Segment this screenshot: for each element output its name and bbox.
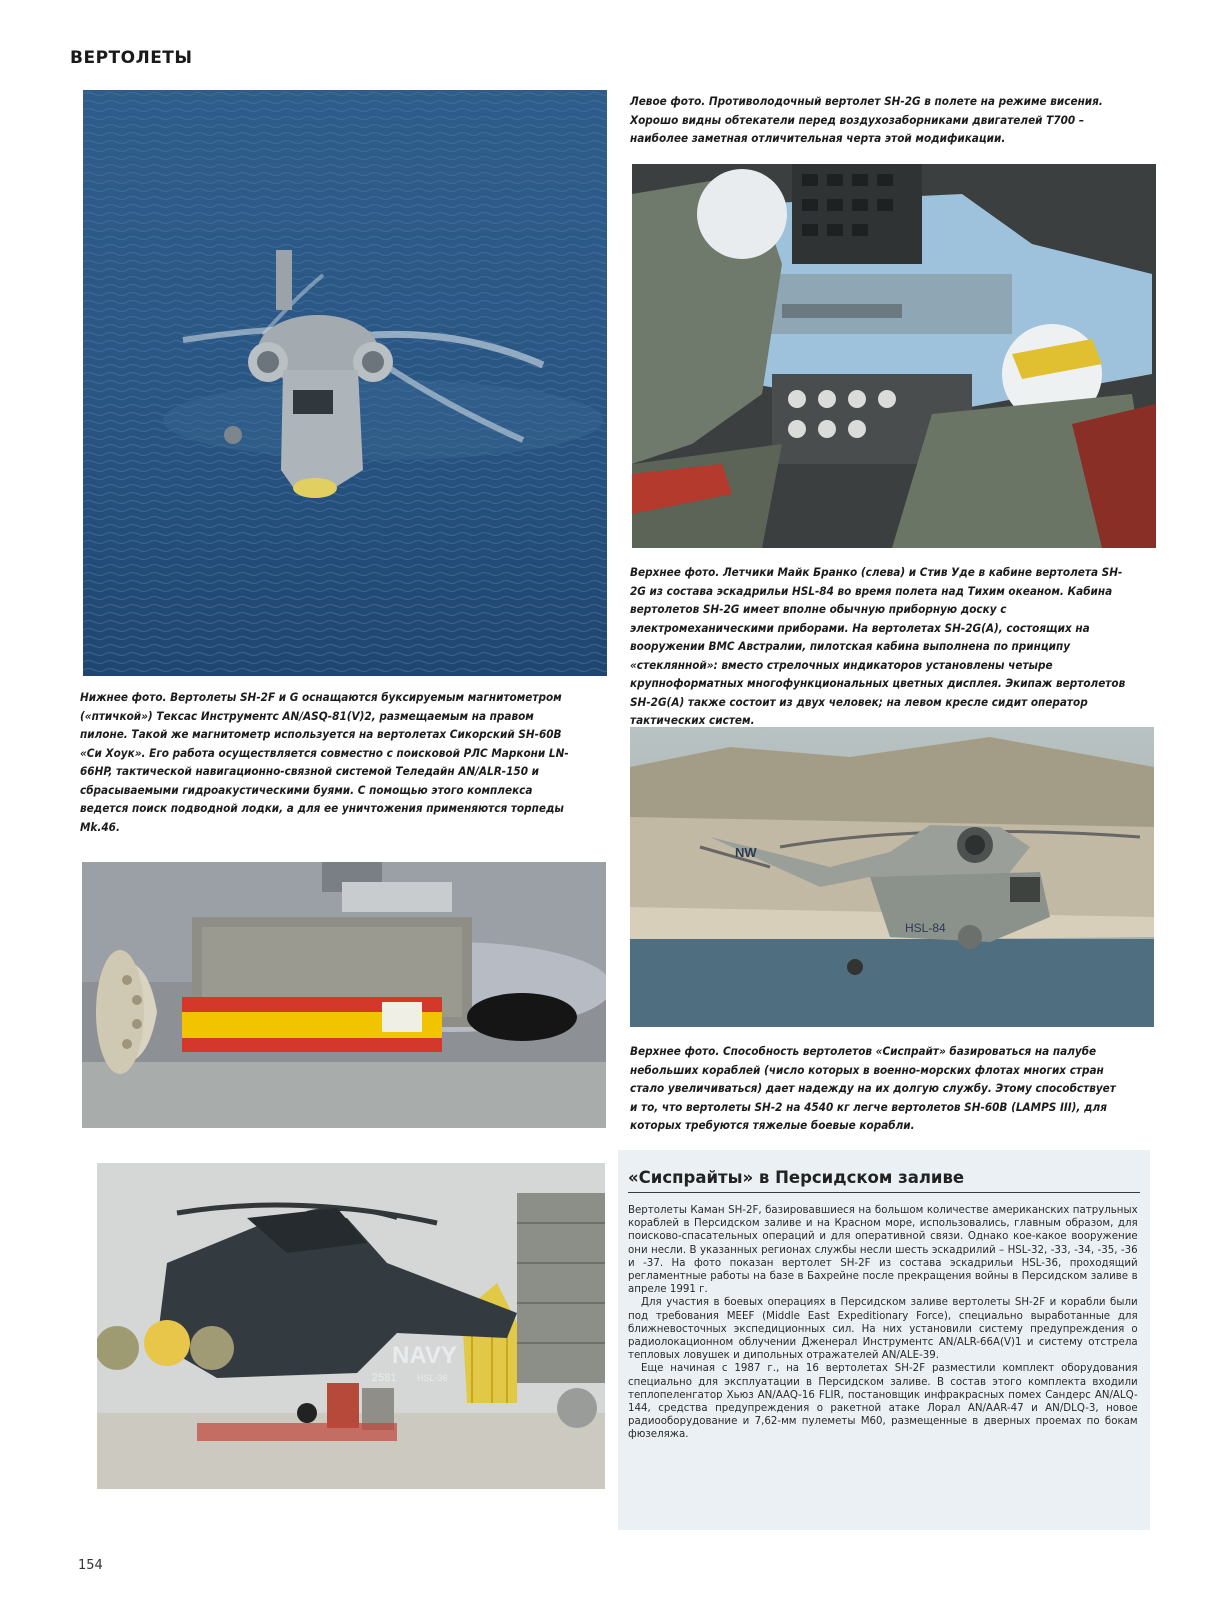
caption-cockpit: Верхнее фото. Летчики Майк Бранко (слева) и Стив Уде в кабине вертолета SH-2G из состава эскадрильи HSL-84 во время полета над Тихим океаном. Кабина вертолетов SH-2G имеет вполне обычную приборную доску с электромеханическими приборами. На вертолетах SH-2G(A), состоящих на вооружении ВМС Австралии, пилотская кабина выполнена по принципу «стеклянной»: вместо стрелочных индикаторов установлены четыре крупноформатных многофункциональных цветных дисплея. Экипаж вертолетов SH-2G(A) также состоит из двух человек; на левом кресле сидит оператор тактических систем. bbox=[630, 565, 1126, 727]
section-title: ВЕРТОЛЕТЫ bbox=[70, 48, 193, 68]
caption-magnetometer: Нижнее фото. Вертолеты SH-2F и G оснащаются буксируемым магнитометром («птичкой») Тексас Инструментс AN/ASQ-81(V)2, размещаемым на правом пилоне. Такой же магнитометр используется на вертолетах Сикорский SH-60B «Си Хоук». Его работа осуществляется совместно с поисковой РЛС Маркони LN-66HP, тактической навигационно-связной системой Теледайн AN/ALR-150 и сбрасываемыми гидроакустическими буями. С помощью этого комплекса ведется поиск подводной лодки, а для ее уничтожения применяются торпеды Mk.46. bbox=[80, 690, 569, 834]
sidebar-paragraph-2: Для участия в боевых операциях в Персидском заливе вертолеты SH-2F и корабли были под требования MEEF (Middle East Expeditionary Force), специально выработанные для ближневосточных экспедиционных сил. На них установили систему предупреждения о радиолокационном облучении Дженерал Инструментс AN/ALR-66A(V)1 и систему отстрела тепловых ловушек и дипольных отражателей AN/ALE-39. bbox=[628, 1295, 1138, 1362]
photo-ground-helicopter bbox=[97, 1163, 605, 1489]
magnetometer-image bbox=[82, 862, 606, 1128]
page-number: 154 bbox=[78, 1558, 103, 1573]
squadron-label: HSL-84 bbox=[905, 921, 946, 935]
sidebar-title: «Сиспрайты» в Персидском заливе bbox=[628, 1168, 965, 1187]
ground-helicopter-image bbox=[97, 1163, 605, 1489]
photo-flying-helicopter bbox=[630, 727, 1154, 1027]
squadron-ground-marking: HSL-36 bbox=[417, 1373, 448, 1383]
caption-flight: Верхнее фото. Способность вертолетов «Сиспрайт» базироваться на палубе небольших кораблей (число которых в военно-морских флотах многих стран стало увеличиваться) дает надежду на их долгую службу. Этому способствует и то, что вертолеты SH-2 на 4540 кг легче вертолетов SH-60B (LAMPS III), для которых требуются тяжелые боевые корабли. bbox=[630, 1044, 1116, 1132]
sidebar-rule bbox=[628, 1192, 1140, 1193]
hovering-helicopter-image bbox=[83, 90, 607, 676]
flying-helicopter-image bbox=[630, 727, 1154, 1027]
cockpit-image bbox=[632, 164, 1156, 548]
photo-cockpit bbox=[632, 164, 1156, 548]
nw-code-label: NW bbox=[735, 845, 757, 860]
sidebar-body bbox=[628, 1203, 1138, 1441]
photo-hovering-helicopter bbox=[83, 90, 607, 676]
tail-number-marking: 2581 bbox=[372, 1372, 397, 1384]
sidebar-paragraph-1: Вертолеты Каман SH-2F, базировавшиеся на большом количестве американских патрульных кораблей в Персидском заливе и на Красном море, использовались, главным образом, для поисково-спасательных операций и для оперативной связи. Однако кое-какое вооружение они несли. В указанных регионах службы несли шесть эскадрилий – HSL-32, -33, -34, -35, -36 и -37. На фото показан вертолет SH-2F из состава эскадрильи HSL-36, проходящий регламентные работы на базе в Бахрейне после прекращения войны в Персидском заливе в апреле 1991 г. bbox=[628, 1203, 1138, 1296]
photo-magnetometer bbox=[82, 862, 606, 1128]
navy-marking: NAVY bbox=[392, 1342, 457, 1369]
sidebar-paragraph-3: Еще начиная с 1987 г., на 16 вертолетах SH-2F разместили комплект оборудования специально для эксплуатации в Персидском заливе. В состав этого комплекта входили теплопеленгатор Хьюз AN/AAQ-16 FLIR, постановщик инфракрасных помех Сандерс AN/ALQ-144, средства предупреждения о ракетной атаке Лорал AN/AAR-47 и AN/DLQ-3, новое радиооборудование и 7,62-мм пулеметы M60, размещенные в дверных проемах по бокам фюзеляжа. bbox=[628, 1361, 1138, 1441]
caption-hovering: Левое фото. Противолодочный вертолет SH-2G в полете на режиме висения. Хорошо видны обтекатели перед воздухозаборниками двигателей Т700 – наиболее заметная отличительная черта этой модификации. bbox=[630, 94, 1103, 145]
